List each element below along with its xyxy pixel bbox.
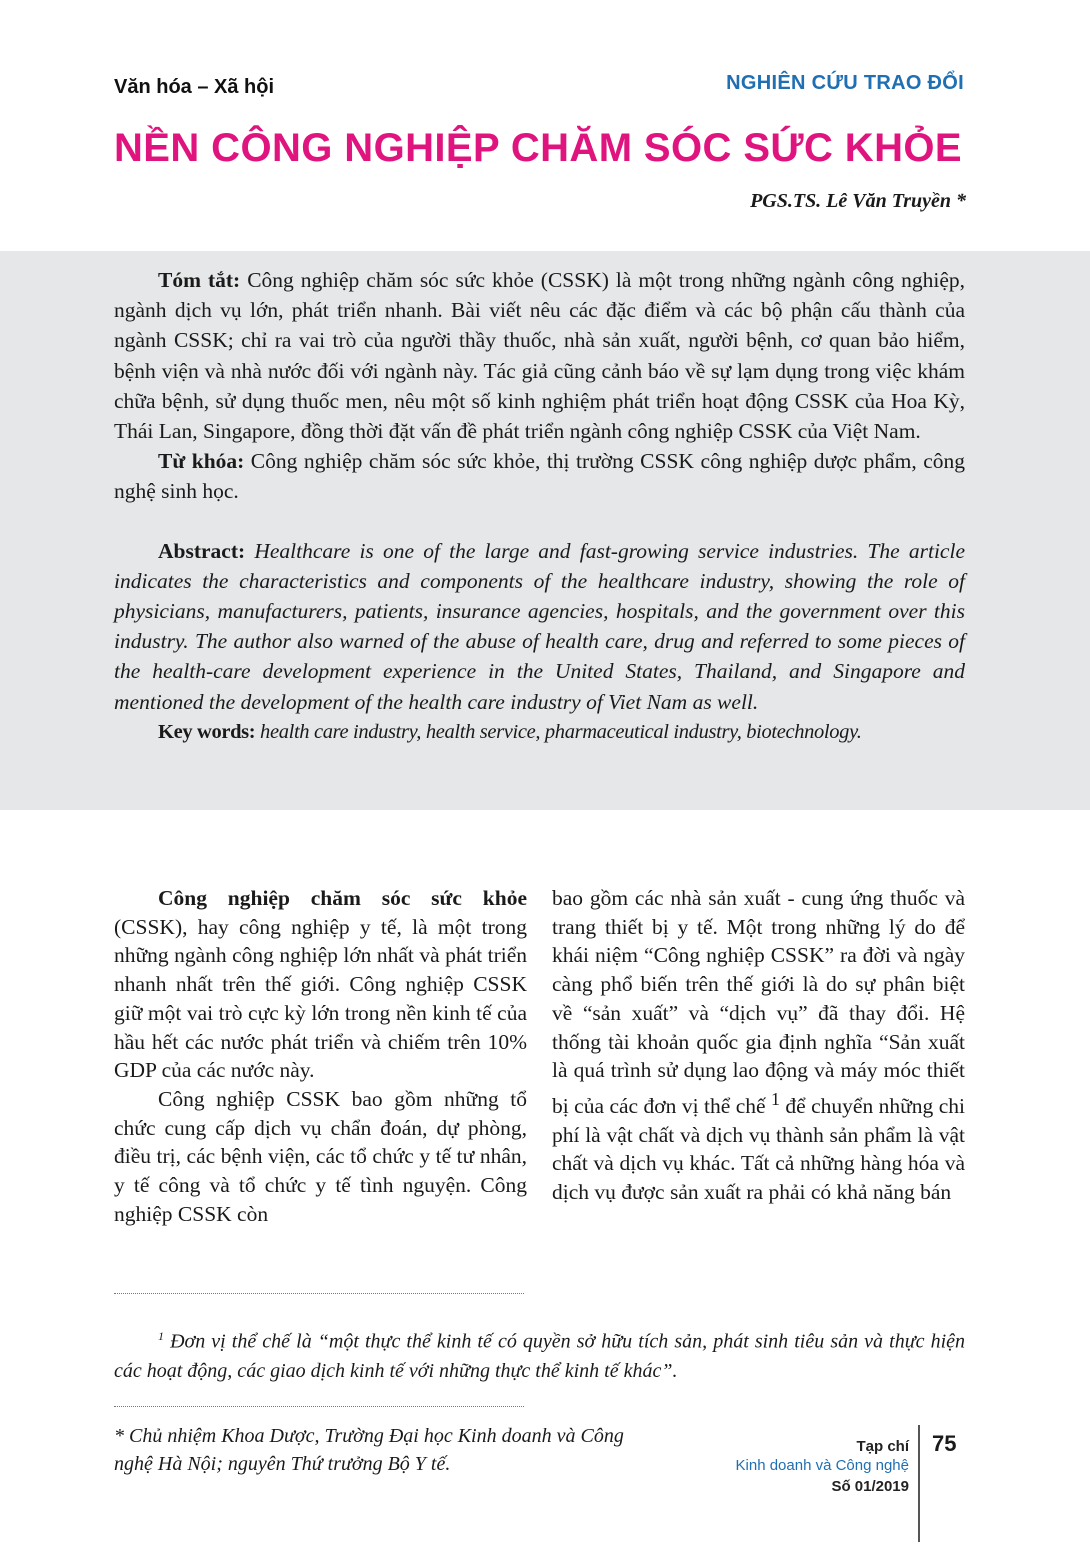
footnote-reference[interactable]: 1	[770, 1088, 780, 1109]
affiliation-divider	[114, 1406, 524, 1407]
body-paragraph-1-text: (CSSK), hay công nghiệp y tế, là một trong những ngành công nghiệp lớn nhất và phát triển nhanh nhất trên thế giới. Công nghiệp CSSK giữ một vai trò cực kỳ lớn trong nền kinh tế của hầu hết các nước phát triển và chiếm trên 10% GDP của các nước này.	[114, 914, 527, 1083]
footnote-marker: 1	[158, 1329, 164, 1343]
keywords-en	[114, 717, 965, 747]
keywords-vi-label: Từ khóa:	[158, 449, 245, 474]
page-number: 75	[932, 1431, 957, 1456]
footnote	[114, 1322, 965, 1386]
section-label: Văn hóa – Xã hội	[114, 76, 275, 98]
keywords-vi-text: Công nghiệp chăm sóc sức khỏe, thị trường CSSK công nghiệp dược phẩm, công nghệ sinh học.	[114, 449, 965, 504]
abstract-box	[0, 251, 1090, 810]
abstract-en	[114, 536, 965, 717]
article-title: NỀN CÔNG NGHIỆP CHĂM SÓC SỨC KHỎE	[114, 126, 962, 170]
abstract-en-label: Abstract:	[158, 538, 246, 563]
keywords-en-text: health care industry, health service, pharmaceutical industry, biotechnology.	[255, 720, 862, 743]
article-author: PGS.TS. Lê Văn Truyền *	[750, 190, 966, 212]
footnote-text: Đơn vị thể chế là “một thực thể kinh tế có quyền sở hữu tích sản, phát sinh tiêu sản và thực hiện các hoạt động, các giao dịch kinh tế với những thực thể kinh tế khác”.	[114, 1330, 965, 1382]
journal-name: Kinh doanh và Công nghệ	[735, 1457, 909, 1474]
body-paragraph-3	[552, 884, 965, 1207]
body-lead-term: Công nghiệp chăm sóc sức khỏe	[158, 886, 527, 910]
body-paragraph-1	[114, 884, 527, 1085]
abstract-vi-text: Công nghiệp chăm sóc sức khỏe (CSSK) là một trong những ngành công nghiệp, ngành dịch vụ lớn, phát triển nhanh. Bài viết nêu các đặc điểm và các bộ phận cấu thành của ngành CSSK; chỉ ra vai trò của người thầy thuốc, nhà sản xuất, người bệnh, cơ quan bảo hiểm, bệnh viện và nhà nước đối với ngành này. Tác giả cũng cảnh báo về sự lạm dụng trong việc khám chữa bệnh, sử dụng thuốc men, nêu một số kinh nghiệm phát triển hoạt động CSSK của Hoa Kỳ, Thái Lan, Singapore, đồng thời đặt vấn đề phát triển ngành công nghiệp CSSK của Việt Nam.	[114, 268, 965, 444]
author-affiliation: * Chủ nhiệm Khoa Dược, Trường Đại học Kinh doanh và Công nghệ Hà Nội; nguyên Thứ trưởng Bộ Y tế.	[114, 1425, 624, 1475]
body-paragraph-2: Công nghiệp CSSK bao gồm những tổ chức cung cấp dịch vụ chẩn đoán, dự phòng, điều trị, các bệnh viện, các tổ chức y tế tư nhân, y tế công và tổ chức y tế tình nguyện. Công nghiệp CSSK còn	[114, 1086, 527, 1226]
body-column-left	[114, 884, 527, 1228]
journal-issue: Số 01/2019	[831, 1478, 909, 1495]
body-paragraph-3-text-b: để chuyển những chi phí là vật chất và dịch vụ thành sản phẩm là vật chất và dịch vụ khác. Tất cả những hàng hóa và dịch vụ được sản xuất ra phải có khả năng bán	[552, 1094, 965, 1205]
footnote-divider	[114, 1293, 524, 1294]
keywords-en-label: Key words:	[158, 720, 256, 743]
abstract-en-text: Healthcare is one of the large and fast-growing service industries. The article indicates the characteristics and components of the healthcare industry, showing the role of physicians, manufacturers, patients, insurance agencies, hospitals, and the government over this industry. The author also warned of the abuse of health care, drug and referred to some pieces of the health-care development experience in the United States, Thailand, and Singapore and mentioned the development of the health care industry of Viet Nam as well.	[114, 538, 965, 714]
column-label: NGHIÊN CỨU TRAO ĐỔI	[726, 72, 964, 94]
footer-divider	[918, 1425, 920, 1542]
journal-info	[736, 1437, 909, 1498]
keywords-vi	[114, 446, 965, 506]
abstract-vi	[114, 265, 965, 446]
body-column-right	[552, 884, 965, 1207]
journal-label: Tạp chí	[856, 1438, 909, 1455]
abstract-content	[114, 265, 965, 747]
abstract-vi-label: Tóm tắt:	[158, 268, 241, 292]
body-paragraph-3-text-a: bao gồm các nhà sản xuất - cung ứng thuốc và trang thiết bị y tế. Một trong những lý do để khái niệm “Công nghiệp CSSK” ra đời và ngày càng phổ biến trên thế giới là do sự phân biệt về “sản xuất” và “dịch vụ” đã thay đổi. Hệ thống tài khoản quốc gia định nghĩa “Sản xuất là quá trình sử dụng lao động và máy móc thiết bị của các đơn vị thể chế	[552, 886, 965, 1119]
